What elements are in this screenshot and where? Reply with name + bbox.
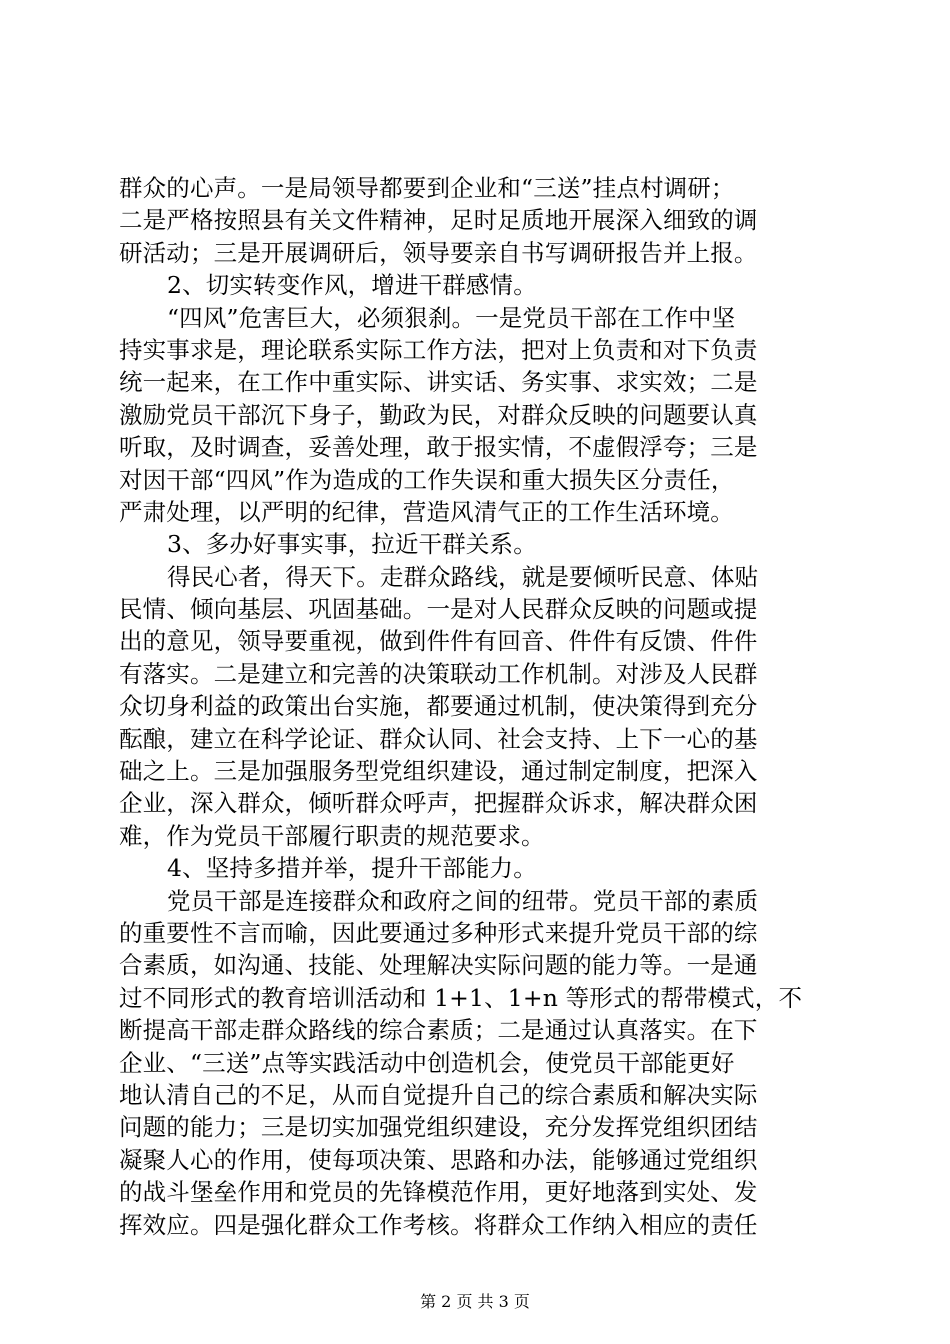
text-line: 严肃处理，以严明的纪律，营造风清气正的工作生活环境。 — [119, 497, 734, 526]
text-line: 群众的心声。一是局领导都要到企业和“三送”挂点村调研； — [119, 174, 735, 202]
text-line: 众切身利益的政策出台实施，都要通过机制，使决策得到充分 — [119, 692, 758, 721]
text-line: 出的意见，领导要重视，做到件件有回音、件件有反馈、件件 — [119, 627, 758, 656]
text-line: 的战斗堡垒作用和党员的先锋模范作用，更好地落到实处、发 — [119, 1178, 758, 1207]
text-line: 3、多办好事实事，拉近干群关系。 — [167, 530, 537, 559]
text-line: 得民心者，得天下。走群众路线，就是要倾听民意、体贴 — [167, 562, 759, 591]
text-line: 难，作为党员干部履行职责的规范要求。 — [119, 821, 545, 850]
page-number-footer: 第 2 页 共 3 页 — [420, 1292, 530, 1311]
text-line: 挥效应。四是强化群众工作考核。将群众工作纳入相应的责任 — [119, 1210, 758, 1239]
text-line: 研活动；三是开展调研后，领导要亲自书写调研报告并上报。 — [119, 238, 758, 267]
text-line: 断提高干部走群众路线的综合素质；二是通过认真落实。在下 — [119, 1016, 758, 1045]
text-line: 2、切实转变作风，增进干群感情。 — [167, 271, 537, 300]
text-line: 持实事求是，理论联系实际工作方法，把对上负责和对下负责 — [119, 335, 758, 364]
text-line: 4、坚持多措并举，提升干部能力。 — [167, 854, 537, 883]
text-line: 激励党员干部沉下身子，勤政为民，对群众反映的问题要认真 — [119, 400, 758, 429]
text-line: 企业、“三送”点等实践活动中创造机会，使党员干部能更好 — [119, 1048, 735, 1077]
text-line: 酝酿，建立在科学论证、群众认同、社会支持、上下一心的基 — [119, 724, 758, 753]
text-line: 合素质，如沟通、技能、处理解决实际问题的能力等。一是通 — [119, 951, 758, 980]
text-line: 问题的能力；三是切实加强党组织建设，充分发挥党组织团结 — [119, 1113, 758, 1142]
text-line: 统一起来，在工作中重实际、讲实话、务实事、求实效；二是 — [119, 368, 758, 397]
text-line: 对因干部“四风”作为造成的工作失误和重大损失区分责任， — [119, 465, 735, 494]
text-line: 地认清自己的不足，从而自觉提升自己的综合素质和解决实际 — [119, 1080, 758, 1109]
document-body — [119, 172, 837, 1241]
text-line: 的重要性不言而喻，因此要通过多种形式来提升党员干部的综 — [119, 918, 758, 947]
text-line: 民情、倾向基层、巩固基础。一是对人民群众反映的问题或提 — [119, 595, 758, 624]
text-line: 二是严格按照县有关文件精神，足时足质地开展深入细致的调 — [119, 206, 758, 235]
text-line: 企业，深入群众，倾听群众呼声，把握群众诉求，解决群众困 — [119, 789, 758, 818]
text-line: 础之上。三是加强服务型党组织建设，通过制定制度，把深入 — [119, 757, 758, 786]
text-line: 党员干部是连接群众和政府之间的纽带。党员干部的素质 — [167, 886, 759, 915]
text-line: 有落实。二是建立和完善的决策联动工作机制。对涉及人民群 — [119, 659, 758, 688]
text-line: 过不同形式的教育培训活动和 1+1、1+n 等形式的帮带模式，不 — [119, 983, 803, 1012]
text-line: “四风”危害巨大，必须狠刹。一是党员干部在工作中坚 — [167, 303, 736, 332]
text-line: 凝聚人心的作用，使每项决策、思路和办法，能够通过党组织 — [119, 1145, 758, 1174]
text-line: 听取，及时调查，妥善处理，敢于报实情，不虚假浮夸；三是 — [119, 433, 758, 462]
